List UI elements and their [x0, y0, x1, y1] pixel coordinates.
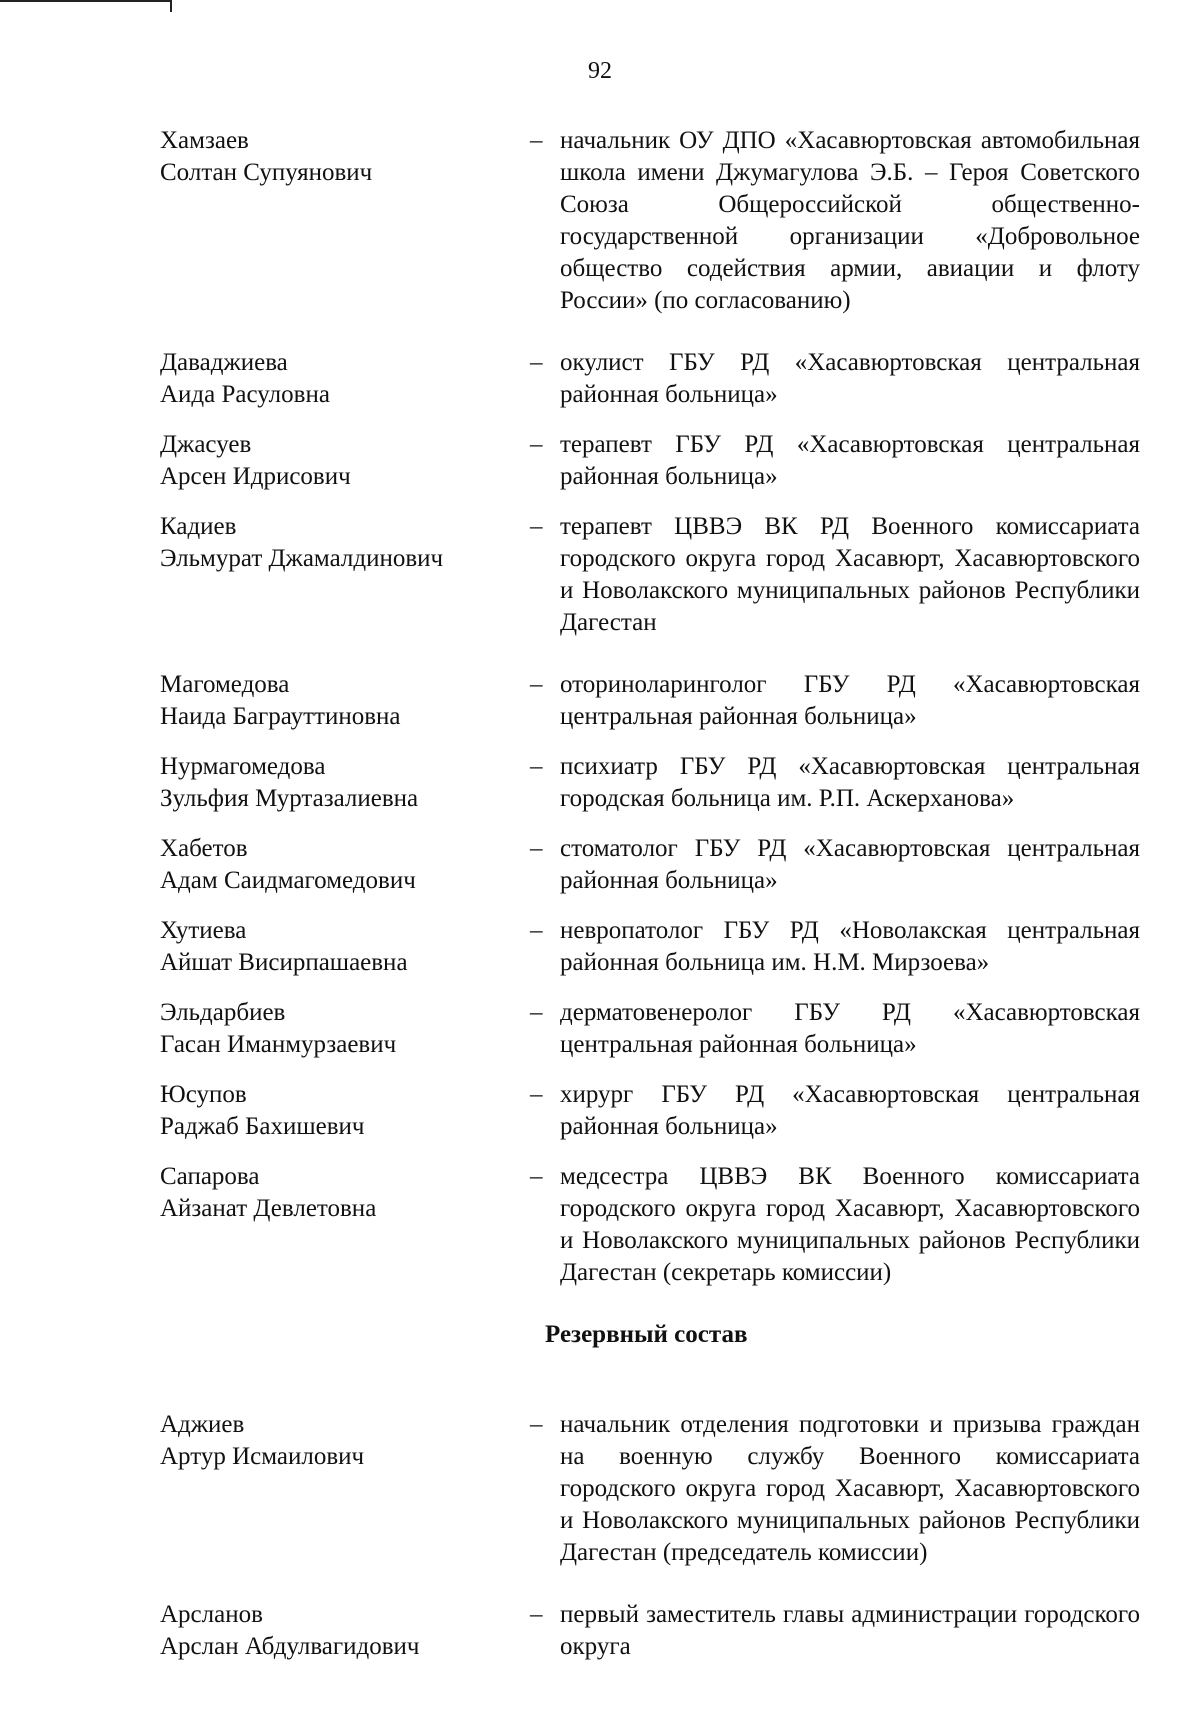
position-text: психиатр ГБУ РД «Хасавюртовская центральная городская больница им. Р.П. Аскерханова»: [560, 753, 1140, 812]
member-entry: [160, 429, 1140, 493]
dash-mark: –: [530, 127, 543, 154]
member-surname: Юсупов: [160, 1081, 247, 1108]
position-text: начальник ОУ ДПО «Хасавюртовская автомобильная школа имени Джумагулова Э.Б. – Героя Советского Союза Общероссийской общественно-государственной организации «Добровольное общество содействия армии, авиации и флоту России» (по согласованию): [560, 127, 1140, 314]
member-surname: Хамзаев: [160, 127, 249, 154]
member-surname: Арсланов: [160, 1601, 263, 1628]
member-name: [160, 669, 530, 733]
member-name: [160, 347, 530, 411]
position-text: хирург ГБУ РД «Хасавюртовская центральная районная больница»: [560, 1081, 1140, 1140]
member-given-name: Аида Расуловна: [160, 381, 330, 408]
dash-mark: –: [530, 431, 543, 458]
position-text: терапевт ГБУ РД «Хасавюртовская центральная районная больница»: [560, 431, 1140, 490]
dash-mark: –: [530, 835, 543, 862]
member-position: [530, 669, 1140, 733]
position-text: дерматовенеролог ГБУ РД «Хасавюртовская центральная районная больница»: [560, 999, 1140, 1058]
member-name: [160, 511, 530, 639]
member-name: [160, 997, 530, 1061]
member-entry: [160, 751, 1140, 815]
member-name: [160, 429, 530, 493]
member-given-name: Арсен Идрисович: [160, 463, 351, 490]
position-text: начальник отделения подготовки и призыва граждан на военную службу Военного комиссариата городского округа город Хасавюрт, Хасавюртовского и Новолакского муниципальных районов Республики Дагестан (председатель комиссии): [560, 1411, 1140, 1566]
member-position: [530, 347, 1140, 411]
reserve-member-entry: [160, 1599, 1140, 1663]
member-name: [160, 1409, 530, 1569]
member-surname: Даваджиева: [160, 349, 288, 376]
scan-corner-mark: [0, 0, 172, 12]
member-position: [530, 511, 1140, 639]
position-text: терапевт ЦВВЭ ВК РД Военного комиссариата городского округа город Хасавюрт, Хасавюртовского и Новолакского муниципальных районов Республики Дагестан: [560, 513, 1140, 636]
dash-mark: –: [530, 753, 543, 780]
dash-mark: –: [530, 1411, 543, 1438]
dash-mark: –: [530, 999, 543, 1026]
member-given-name: Эльмурат Джамалдинович: [160, 545, 444, 572]
member-entry: [160, 511, 1140, 639]
page-number: 92: [588, 58, 612, 84]
member-position: [530, 751, 1140, 815]
member-entry: [160, 669, 1140, 733]
member-given-name: Раджаб Бахишевич: [160, 1113, 365, 1140]
member-name: [160, 915, 530, 979]
member-given-name: Айзанат Девлетовна: [160, 1195, 377, 1222]
dash-mark: –: [530, 1081, 543, 1108]
member-position: [530, 997, 1140, 1061]
member-name: [160, 833, 530, 897]
member-surname: Кадиев: [160, 513, 237, 540]
member-name: [160, 1079, 530, 1143]
member-given-name: Адам Саидмагомедович: [160, 867, 416, 894]
member-position: [530, 429, 1140, 493]
member-entry: [160, 347, 1140, 411]
position-text: медсестра ЦВВЭ ВК Военного комиссариата городского округа город Хасавюрт, Хасавюртовского и Новолакского муниципальных районов Республики Дагестан (секретарь комиссии): [560, 1163, 1140, 1286]
member-surname: Хабетов: [160, 835, 248, 862]
commission-list: [160, 125, 1140, 1681]
reserve-member-entry: [160, 1409, 1140, 1569]
member-entry: [160, 997, 1140, 1061]
member-name: [160, 1161, 530, 1289]
position-text: окулист ГБУ РД «Хасавюртовская центральная районная больница»: [560, 349, 1140, 408]
member-position: [530, 125, 1140, 317]
member-given-name: Наида Баграуттиновна: [160, 703, 401, 730]
member-name: [160, 125, 530, 317]
member-position: [530, 833, 1140, 897]
member-given-name: Гасан Иманмурзаевич: [160, 1031, 397, 1058]
dash-mark: –: [530, 671, 543, 698]
position-text: невропатолог ГБУ РД «Новолакская центральная районная больница им. Н.М. Мирзоева»: [560, 917, 1140, 976]
dash-mark: –: [530, 349, 543, 376]
member-surname: Эльдарбиев: [160, 999, 286, 1026]
member-position: [530, 1599, 1140, 1663]
member-position: [530, 1079, 1140, 1143]
member-surname: Джасуев: [160, 431, 252, 458]
member-name: [160, 1599, 530, 1663]
member-given-name: Артур Исмаилович: [160, 1443, 365, 1470]
position-text: стоматолог ГБУ РД «Хасавюртовская центральная районная больница»: [560, 835, 1140, 894]
member-entry: [160, 1161, 1140, 1289]
member-given-name: Солтан Супуянович: [160, 159, 373, 186]
member-position: [530, 1161, 1140, 1289]
member-surname: Нурмагомедова: [160, 753, 326, 780]
dash-mark: –: [530, 513, 543, 540]
member-surname: Аджиев: [160, 1411, 245, 1438]
member-entry: [160, 833, 1140, 897]
reserve-section-title: Резервный состав: [545, 1321, 748, 1348]
member-name: [160, 751, 530, 815]
member-position: [530, 915, 1140, 979]
member-entry: [160, 915, 1140, 979]
member-given-name: Зульфия Муртазалиевна: [160, 785, 419, 812]
member-entry: [160, 125, 1140, 317]
dash-mark: –: [530, 917, 543, 944]
member-surname: Сапарова: [160, 1163, 260, 1190]
dash-mark: –: [530, 1601, 543, 1628]
member-surname: Хутиева: [160, 917, 247, 944]
member-surname: Магомедова: [160, 671, 290, 698]
dash-mark: –: [530, 1163, 543, 1190]
member-given-name: Арслан Абдулвагидович: [160, 1633, 420, 1660]
position-text: оториноларинголог ГБУ РД «Хасавюртовская центральная районная больница»: [560, 671, 1140, 730]
member-given-name: Айшат Висирпашаевна: [160, 949, 408, 976]
member-position: [530, 1409, 1140, 1569]
member-entry: [160, 1079, 1140, 1143]
position-text: первый заместитель главы администрации городского округа: [560, 1601, 1140, 1660]
